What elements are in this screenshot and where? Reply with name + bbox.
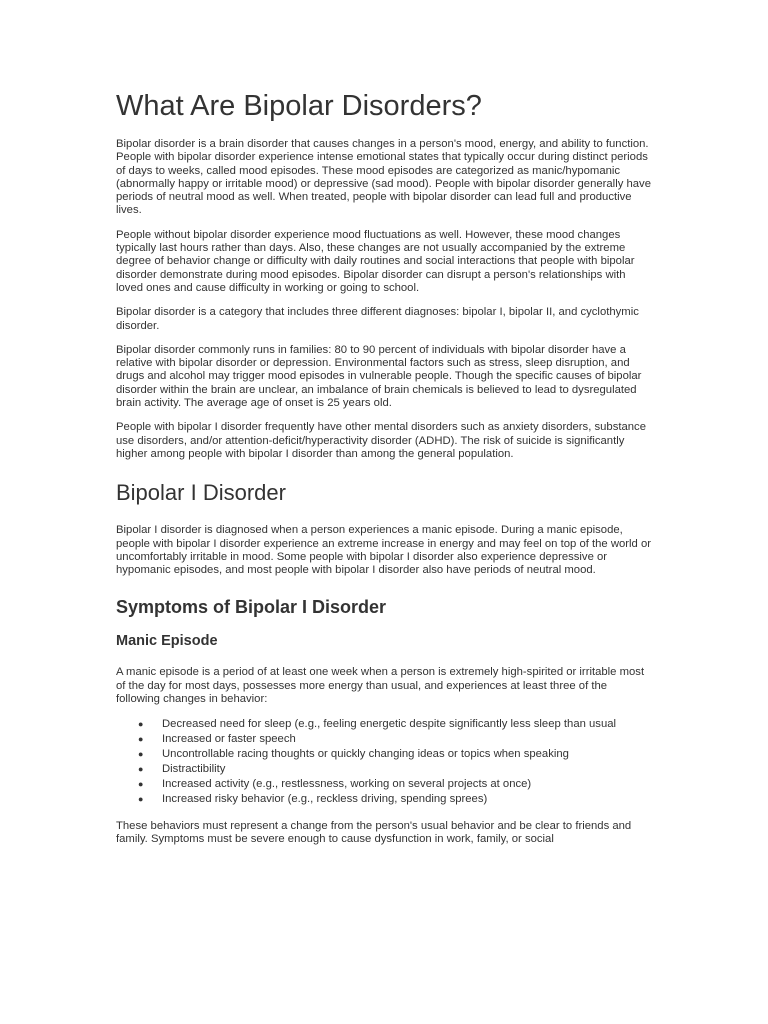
intro-paragraph-4: Bipolar disorder commonly runs in families: 80 to 90 percent of individuals with bipolar disorder have a relative with bipolar disorder or depression. Environmental factors such as stress, sleep disruption, and drugs and alcohol may trigger mood episodes in vulnerable people. Though the specific causes of bipolar disorder within the brain are unclear, an imbalance of brain chemicals is believed to lead to dysregulated brain activity. The average age of onset is 25 years old. [116, 343, 642, 410]
bullet-icon: ● [138, 793, 144, 804]
bullet-icon: ● [138, 763, 144, 774]
section-heading-bipolar-1: Bipolar I Disorder [116, 480, 286, 506]
list-item-text: Distractibility [162, 762, 226, 775]
section-heading-symptoms: Symptoms of Bipolar I Disorder [116, 597, 387, 618]
list-item [116, 718, 652, 731]
subheading-manic-episode: Manic Episode [116, 633, 218, 650]
list-item [116, 778, 652, 791]
page-title: What Are Bipolar Disorders? [116, 90, 482, 122]
list-item-text: Increased activity (e.g., restlessness, working on several projects at once) [162, 777, 532, 790]
intro-paragraph-3: Bipolar disorder is a category that includes three different diagnoses: bipolar I, bipolar II, and cyclothymic disorder. [116, 306, 639, 332]
list-item [116, 763, 652, 776]
bullet-icon: ● [138, 778, 144, 789]
bullet-icon: ● [138, 734, 144, 745]
symptom-list [116, 718, 652, 806]
document-page [116, 88, 652, 858]
intro-paragraph-1: Bipolar disorder is a brain disorder that causes changes in a person's mood, energy, and ability to function. People with bipolar disorder experience intense emotional states that typically occur during distinct periods of days to weeks, called mood episodes. These mood episodes are categorized as manic/hypomanic (abnormally happy or irritable mood) or depressive (sad mood). People with bipolar disorder generally have periods of neutral mood as well. When treated, people with bipolar disorder can lead full and productive lives. [116, 138, 651, 217]
list-item-text: Increased risky behavior (e.g., reckless driving, spending sprees) [162, 792, 488, 805]
intro-paragraph-2: People without bipolar disorder experience mood fluctuations as well. However, these mood changes typically last hours rather than days. Also, these changes are not usually accompanied by the extreme degree of behavior change or difficulty with daily routines and social interactions that people with bipolar disorder demonstrate during mood episodes. Bipolar disorder can disrupt a person's relationships with loved ones and cause difficulty in working or going to school. [116, 228, 635, 294]
list-item-text: Uncontrollable racing thoughts or quickly changing ideas or topics when speaking [162, 748, 569, 761]
bullet-icon: ● [138, 749, 144, 760]
list-item-text: Increased or faster speech [162, 733, 296, 746]
list-item [116, 748, 652, 761]
bipolar-1-paragraph: Bipolar I disorder is diagnosed when a person experiences a manic episode. During a manic episode, people with bipolar I disorder experience an extreme increase in energy and may feel on top of the world or uncomfortably irritable in mood. Some people with bipolar I disorder also experience depressive or hypomanic episodes, and most people with bipolar I disorder also have periods of neutral mood. [116, 524, 652, 577]
bullet-icon: ● [138, 719, 144, 730]
closing-paragraph: These behaviors must represent a change from the person's usual behavior and be clear to friends and family. Symptoms must be severe enough to cause dysfunction in work, family, or social [116, 820, 632, 846]
list-item [116, 733, 652, 746]
list-item-text: Decreased need for sleep (e.g., feeling energetic despite significantly less sleep than usual [162, 718, 617, 731]
intro-paragraph-5: People with bipolar I disorder frequently have other mental disorders such as anxiety disorders, substance use disorders, and/or attention-deficit/hyperactivity disorder (ADHD). The risk of suicide is significantly higher among people with bipolar I disorder than among the general population. [116, 421, 646, 460]
manic-episode-paragraph: A manic episode is a period of at least one week when a person is extremely high-spirited or irritable most of the day for most days, possesses more energy than usual, and experiences at least three of the following changes in behavior: [116, 666, 645, 706]
list-item [116, 793, 652, 806]
